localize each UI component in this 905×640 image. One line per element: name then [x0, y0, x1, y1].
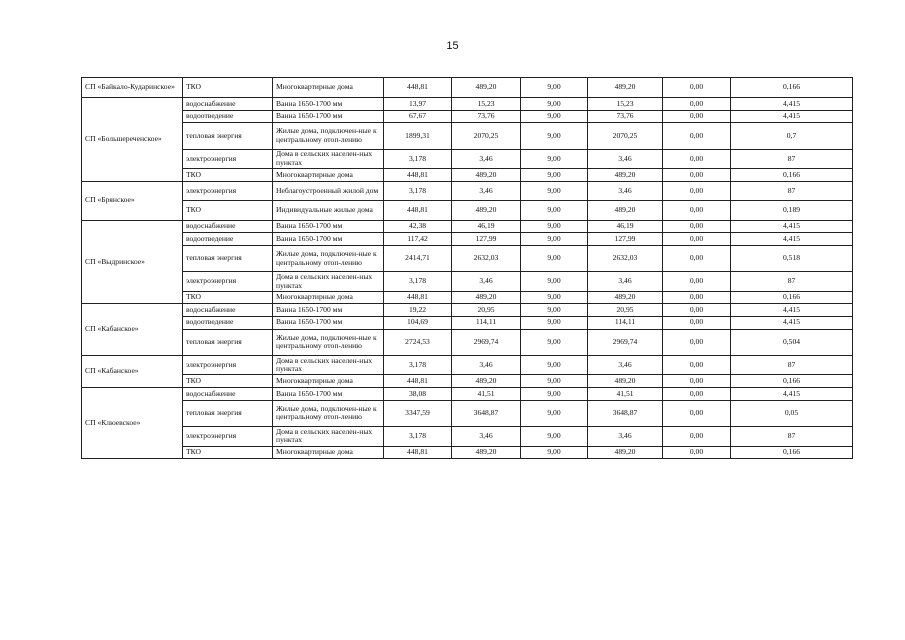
value-cell-v5: 0,00 [663, 220, 731, 233]
value-cell-v2: 489,20 [452, 291, 521, 304]
value-cell-v4: 489,20 [588, 446, 663, 459]
table-row [82, 169, 853, 182]
value-cell-v3: 9,00 [521, 181, 588, 200]
resource-cell: тепловая энергия [183, 329, 273, 356]
table-row [82, 329, 853, 356]
object-cell: Индивидуальные жилые дома [273, 201, 384, 220]
value-cell-v5: 0,00 [663, 329, 731, 356]
value-cell-v1: 448,81 [384, 291, 452, 304]
value-cell-v2: 46,19 [452, 220, 521, 233]
table-row [82, 272, 853, 291]
value-cell-v1: 3,178 [384, 427, 452, 446]
resource-cell: ТКО [183, 78, 273, 98]
value-cell-v6: 0,504 [731, 329, 853, 356]
table-row [82, 78, 853, 98]
value-cell-v2: 20,95 [452, 304, 521, 317]
value-cell-v6: 4,415 [731, 233, 853, 246]
settlement-cell: СП «Выдринское» [82, 220, 183, 304]
value-cell-v5: 0,00 [663, 149, 731, 168]
value-cell-v5: 0,00 [663, 181, 731, 200]
value-cell-v6: 4,415 [731, 304, 853, 317]
value-cell-v5: 0,00 [663, 245, 731, 272]
value-cell-v4: 2070,25 [588, 123, 663, 150]
object-cell: Ванна 1650-1700 мм [273, 388, 384, 401]
value-cell-v2: 489,20 [452, 375, 521, 388]
value-cell-v2: 3648,87 [452, 400, 521, 427]
value-cell-v3: 9,00 [521, 272, 588, 291]
table-row [82, 233, 853, 246]
value-cell-v2: 2632,03 [452, 245, 521, 272]
settlement-cell: СП «Большереченское» [82, 98, 183, 182]
resource-cell: тепловая энергия [183, 245, 273, 272]
value-cell-v5: 0,00 [663, 169, 731, 182]
table-row [82, 446, 853, 459]
value-cell-v2: 3,46 [452, 427, 521, 446]
value-cell-v3: 9,00 [521, 169, 588, 182]
value-cell-v6: 87 [731, 149, 853, 168]
value-cell-v2: 489,20 [452, 446, 521, 459]
settlement-cell: СП «Брянское» [82, 181, 183, 220]
value-cell-v1: 38,08 [384, 388, 452, 401]
value-cell-v6: 0,166 [731, 169, 853, 182]
table-row [82, 304, 853, 317]
resource-cell: водоотведение [183, 233, 273, 246]
value-cell-v4: 489,20 [588, 169, 663, 182]
object-cell: Дома в сельских населен-ных пунктах [273, 272, 384, 291]
value-cell-v4: 3,46 [588, 181, 663, 200]
table-row [82, 201, 853, 220]
object-cell: Ванна 1650-1700 мм [273, 233, 384, 246]
value-cell-v4: 2969,74 [588, 329, 663, 356]
value-cell-v2: 41,51 [452, 388, 521, 401]
value-cell-v3: 9,00 [521, 427, 588, 446]
value-cell-v5: 0,00 [663, 388, 731, 401]
resource-cell: ТКО [183, 446, 273, 459]
table-row [82, 388, 853, 401]
value-cell-v6: 4,415 [731, 316, 853, 329]
table-row [82, 316, 853, 329]
object-cell: Ванна 1650-1700 мм [273, 98, 384, 111]
value-cell-v5: 0,00 [663, 201, 731, 220]
resource-cell: электроэнергия [183, 149, 273, 168]
value-cell-v6: 4,415 [731, 388, 853, 401]
table-row [82, 375, 853, 388]
resource-cell: электроэнергия [183, 181, 273, 200]
value-cell-v4: 489,20 [588, 291, 663, 304]
value-cell-v6: 0,166 [731, 375, 853, 388]
value-cell-v3: 9,00 [521, 329, 588, 356]
value-cell-v1: 13,97 [384, 98, 452, 111]
value-cell-v4: 3,46 [588, 427, 663, 446]
object-cell: Ванна 1650-1700 мм [273, 220, 384, 233]
page-number: 15 [446, 40, 459, 52]
table-row [82, 356, 853, 375]
resource-cell: ТКО [183, 201, 273, 220]
value-cell-v2: 15,23 [452, 98, 521, 111]
value-cell-v3: 9,00 [521, 400, 588, 427]
value-cell-v4: 46,19 [588, 220, 663, 233]
value-cell-v3: 9,00 [521, 123, 588, 150]
settlement-cell: СП «Кабанское» [82, 304, 183, 356]
object-cell: Дома в сельских населен-ных пунктах [273, 427, 384, 446]
value-cell-v4: 20,95 [588, 304, 663, 317]
value-cell-v2: 114,11 [452, 316, 521, 329]
table-row [82, 245, 853, 272]
value-cell-v1: 117,42 [384, 233, 452, 246]
resource-cell: водоотведение [183, 110, 273, 123]
value-cell-v4: 3648,87 [588, 400, 663, 427]
value-cell-v3: 9,00 [521, 220, 588, 233]
value-cell-v2: 3,46 [452, 181, 521, 200]
value-cell-v5: 0,00 [663, 375, 731, 388]
value-cell-v4: 127,99 [588, 233, 663, 246]
value-cell-v5: 0,00 [663, 233, 731, 246]
value-cell-v5: 0,00 [663, 304, 731, 317]
value-cell-v6: 87 [731, 427, 853, 446]
object-cell: Многоквартирные дома [273, 375, 384, 388]
value-cell-v3: 9,00 [521, 388, 588, 401]
table-row [82, 123, 853, 150]
value-cell-v2: 3,46 [452, 272, 521, 291]
resource-cell: электроэнергия [183, 427, 273, 446]
value-cell-v1: 448,81 [384, 169, 452, 182]
value-cell-v3: 9,00 [521, 356, 588, 375]
value-cell-v6: 0,05 [731, 400, 853, 427]
resource-cell: ТКО [183, 291, 273, 304]
table-row [82, 149, 853, 168]
value-cell-v3: 9,00 [521, 446, 588, 459]
value-cell-v1: 448,81 [384, 375, 452, 388]
value-cell-v1: 19,22 [384, 304, 452, 317]
value-cell-v4: 489,20 [588, 78, 663, 98]
object-cell: Многоквартирные дома [273, 291, 384, 304]
value-cell-v4: 2632,03 [588, 245, 663, 272]
resource-cell: электроэнергия [183, 272, 273, 291]
resource-cell: электроэнергия [183, 356, 273, 375]
value-cell-v3: 9,00 [521, 201, 588, 220]
value-cell-v1: 2724,53 [384, 329, 452, 356]
value-cell-v1: 3,178 [384, 272, 452, 291]
value-cell-v1: 42,38 [384, 220, 452, 233]
table-row [82, 181, 853, 200]
value-cell-v6: 0,166 [731, 78, 853, 98]
value-cell-v2: 489,20 [452, 169, 521, 182]
resource-cell: водоотведение [183, 316, 273, 329]
value-cell-v1: 3,178 [384, 181, 452, 200]
value-cell-v2: 489,20 [452, 201, 521, 220]
object-cell: Неблагоустроенный жилой дом [273, 181, 384, 200]
value-cell-v3: 9,00 [521, 245, 588, 272]
object-cell: Многоквартирные дома [273, 446, 384, 459]
resource-cell: тепловая энергия [183, 123, 273, 150]
value-cell-v6: 4,415 [731, 110, 853, 123]
value-cell-v3: 9,00 [521, 375, 588, 388]
value-cell-v4: 3,46 [588, 272, 663, 291]
table-row [82, 427, 853, 446]
object-cell: Дома в сельских населен-ных пунктах [273, 356, 384, 375]
table-row [82, 98, 853, 111]
value-cell-v6: 0,7 [731, 123, 853, 150]
value-cell-v2: 2070,25 [452, 123, 521, 150]
value-cell-v2: 2969,74 [452, 329, 521, 356]
resource-cell: ТКО [183, 375, 273, 388]
value-cell-v4: 73,76 [588, 110, 663, 123]
value-cell-v1: 448,81 [384, 78, 452, 98]
value-cell-v6: 87 [731, 181, 853, 200]
value-cell-v4: 489,20 [588, 201, 663, 220]
value-cell-v3: 9,00 [521, 78, 588, 98]
object-cell: Ванна 1650-1700 мм [273, 316, 384, 329]
value-cell-v3: 9,00 [521, 233, 588, 246]
value-cell-v3: 9,00 [521, 149, 588, 168]
tariff-table [81, 77, 853, 459]
value-cell-v3: 9,00 [521, 316, 588, 329]
resource-cell: водоснабжение [183, 304, 273, 317]
object-cell: Ванна 1650-1700 мм [273, 110, 384, 123]
value-cell-v4: 114,11 [588, 316, 663, 329]
value-cell-v5: 0,00 [663, 400, 731, 427]
value-cell-v5: 0,00 [663, 78, 731, 98]
value-cell-v4: 15,23 [588, 98, 663, 111]
object-cell: Жилые дома, подключен-ные к центральному отоп-лению [273, 123, 384, 150]
settlement-cell: СП «Кабанское» [82, 356, 183, 388]
resource-cell: водоснабжение [183, 98, 273, 111]
value-cell-v5: 0,00 [663, 98, 731, 111]
resource-cell: тепловая энергия [183, 400, 273, 427]
value-cell-v1: 3347,59 [384, 400, 452, 427]
value-cell-v5: 0,00 [663, 446, 731, 459]
value-cell-v1: 67,67 [384, 110, 452, 123]
value-cell-v1: 1899,31 [384, 123, 452, 150]
value-cell-v6: 4,415 [731, 98, 853, 111]
settlement-cell: СП «Байкало-Кударинское» [82, 78, 183, 98]
value-cell-v1: 448,81 [384, 446, 452, 459]
table-row [82, 291, 853, 304]
table-row [82, 400, 853, 427]
value-cell-v5: 0,00 [663, 356, 731, 375]
value-cell-v5: 0,00 [663, 427, 731, 446]
value-cell-v3: 9,00 [521, 110, 588, 123]
value-cell-v1: 104,69 [384, 316, 452, 329]
value-cell-v6: 0,166 [731, 446, 853, 459]
object-cell: Дома в сельских населен-ных пунктах [273, 149, 384, 168]
resource-cell: водоснабжение [183, 388, 273, 401]
object-cell: Многоквартирные дома [273, 169, 384, 182]
value-cell-v3: 9,00 [521, 291, 588, 304]
value-cell-v6: 87 [731, 272, 853, 291]
value-cell-v6: 0,518 [731, 245, 853, 272]
value-cell-v5: 0,00 [663, 316, 731, 329]
value-cell-v6: 4,415 [731, 220, 853, 233]
object-cell: Жилые дома, подключен-ные к центральному отоп-лению [273, 245, 384, 272]
value-cell-v5: 0,00 [663, 291, 731, 304]
value-cell-v1: 448,81 [384, 201, 452, 220]
value-cell-v1: 3,178 [384, 356, 452, 375]
value-cell-v2: 3,46 [452, 356, 521, 375]
object-cell: Жилые дома, подключен-ные к центральному отоп-лению [273, 329, 384, 356]
table-row [82, 220, 853, 233]
value-cell-v2: 489,20 [452, 78, 521, 98]
value-cell-v6: 0,166 [731, 291, 853, 304]
object-cell: Многоквартирные дома [273, 78, 384, 98]
value-cell-v6: 0,189 [731, 201, 853, 220]
value-cell-v6: 87 [731, 356, 853, 375]
resource-cell: ТКО [183, 169, 273, 182]
value-cell-v1: 2414,71 [384, 245, 452, 272]
resource-cell: водоснабжение [183, 220, 273, 233]
value-cell-v4: 489,20 [588, 375, 663, 388]
settlement-cell: СП «Клюевское» [82, 388, 183, 459]
value-cell-v5: 0,00 [663, 110, 731, 123]
value-cell-v2: 73,76 [452, 110, 521, 123]
value-cell-v1: 3,178 [384, 149, 452, 168]
value-cell-v3: 9,00 [521, 304, 588, 317]
value-cell-v3: 9,00 [521, 98, 588, 111]
value-cell-v5: 0,00 [663, 123, 731, 150]
value-cell-v2: 3,46 [452, 149, 521, 168]
table-row [82, 110, 853, 123]
value-cell-v4: 41,51 [588, 388, 663, 401]
object-cell: Ванна 1650-1700 мм [273, 304, 384, 317]
value-cell-v2: 127,99 [452, 233, 521, 246]
value-cell-v5: 0,00 [663, 272, 731, 291]
value-cell-v4: 3,46 [588, 356, 663, 375]
object-cell: Жилые дома, подключен-ные к центральному отоп-лению [273, 400, 384, 427]
value-cell-v4: 3,46 [588, 149, 663, 168]
